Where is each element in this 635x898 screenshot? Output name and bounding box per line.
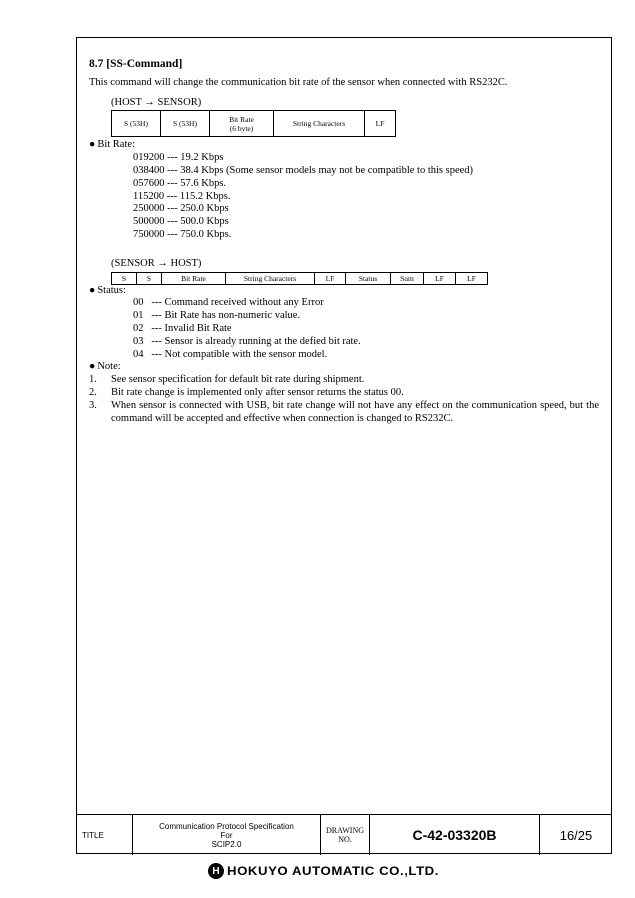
h2s-cell-s2: S (53H): [161, 111, 210, 137]
status-text: --- Not compatible with the sensor model.: [151, 348, 328, 360]
bit-rate-list: [89, 152, 599, 242]
h2s-cell-s1: S (53H): [112, 111, 161, 137]
company-logo: [208, 860, 439, 882]
note-text: When sensor is connected with USB, bit rate change will not have any effect on the communication speed, but the command will be accepted and effective when connection is changed to RS232C.: [111, 399, 599, 424]
status-item: [133, 297, 599, 310]
bit-rate-item: 057600 --- 57.6 Kbps.: [133, 177, 227, 189]
s2h-cell-bitrate: Bit Rate: [162, 272, 226, 284]
note-item: [89, 374, 599, 387]
drawing-no-label: DRAWING NO.: [321, 815, 370, 855]
h2s-cell-lf: LF: [365, 111, 396, 137]
bit-rate-item: 500000 --- 500.0 Kbps: [133, 216, 229, 228]
s2h-cell-status: Status: [346, 272, 391, 284]
status-text: --- Sensor is already running at the defied bit rate.: [151, 335, 361, 347]
note-num: 1.: [89, 374, 97, 386]
s2h-cell-s1: S: [112, 272, 137, 284]
h2s-bitrate-bytes: (6 byte): [229, 123, 254, 133]
status-item: [133, 323, 599, 336]
status-code: 04: [133, 348, 144, 360]
bit-rate-item: 038400 --- 38.4 Kbps (Some sensor models may not be compatible to this speed): [133, 164, 474, 176]
h2s-cell-string: String Characters: [274, 111, 365, 137]
status-item: [133, 336, 599, 349]
status-code: 03: [133, 335, 144, 347]
status-text: --- Bit Rate has non-numeric value.: [151, 310, 301, 322]
title-block: [76, 814, 612, 855]
description-line: SCIP2.0: [211, 839, 242, 849]
bit-rate-item: 750000 --- 750.0 Kbps.: [133, 228, 232, 240]
note-list: [89, 374, 599, 425]
bit-rate-label: ● Bit Rate:: [89, 139, 599, 152]
description-line: Communication Protocol Specification: [159, 821, 294, 831]
note-label: ● Note:: [89, 361, 599, 374]
company-name: HOKUYO AUTOMATIC CO.,LTD.: [227, 864, 439, 878]
note-item: [89, 387, 599, 400]
status-label: ● Status:: [89, 285, 599, 298]
s2h-cell-lf2: LF: [424, 272, 456, 284]
bit-rate-item: 115200 --- 115.2 Kbps.: [133, 190, 231, 202]
h2s-cell-bitrate: [210, 111, 274, 137]
note-num: 2.: [89, 386, 97, 398]
status-text: --- Invalid Bit Rate: [151, 322, 232, 334]
s2h-cell-s2: S: [137, 272, 162, 284]
status-list: [89, 297, 599, 361]
section-heading: 8.7 [SS-Command]: [89, 58, 183, 70]
section-intro: This command will change the communication bit rate of the sensor when connected with RS232C.: [89, 76, 508, 88]
s2h-cell-lf3: LF: [456, 272, 488, 284]
s2h-cell-sum: Sum: [391, 272, 424, 284]
sensor-to-host-label: (SENSOR → HOST): [111, 257, 202, 269]
h2s-bitrate-label: Bit Rate: [229, 114, 254, 124]
host-to-sensor-label: (HOST → SENSOR): [111, 96, 202, 108]
s2h-cell-string: String Characters: [226, 272, 315, 284]
note-item: [89, 400, 599, 426]
host-to-sensor-table: [111, 110, 396, 137]
hokuyo-logo-icon: H: [208, 863, 224, 879]
drawing-number: C-42-03320B: [370, 815, 540, 855]
status-code: 01: [133, 310, 144, 322]
page-content: [89, 58, 599, 425]
status-item: [133, 349, 599, 362]
status-code: 02: [133, 322, 144, 334]
document-description: [133, 815, 321, 855]
s2h-cell-lf1: LF: [315, 272, 346, 284]
bit-rate-item: 250000 --- 250.0 Kbps: [133, 203, 229, 215]
sensor-to-host-table: [111, 272, 488, 285]
note-text: Bit rate change is implemented only after sensor returns the status 00.: [111, 386, 404, 398]
description-line: For: [220, 830, 233, 840]
note-num: 3.: [89, 399, 97, 411]
title-label: TITLE: [76, 815, 133, 855]
note-text: See sensor specification for default bit rate during shipment.: [111, 374, 365, 386]
status-code: 00: [133, 297, 144, 309]
status-text: --- Command received without any Error: [151, 297, 324, 309]
page-number: 16/25: [559, 827, 593, 843]
bit-rate-item: 019200 --- 19.2 Kbps: [133, 152, 224, 164]
status-item: [133, 310, 599, 323]
